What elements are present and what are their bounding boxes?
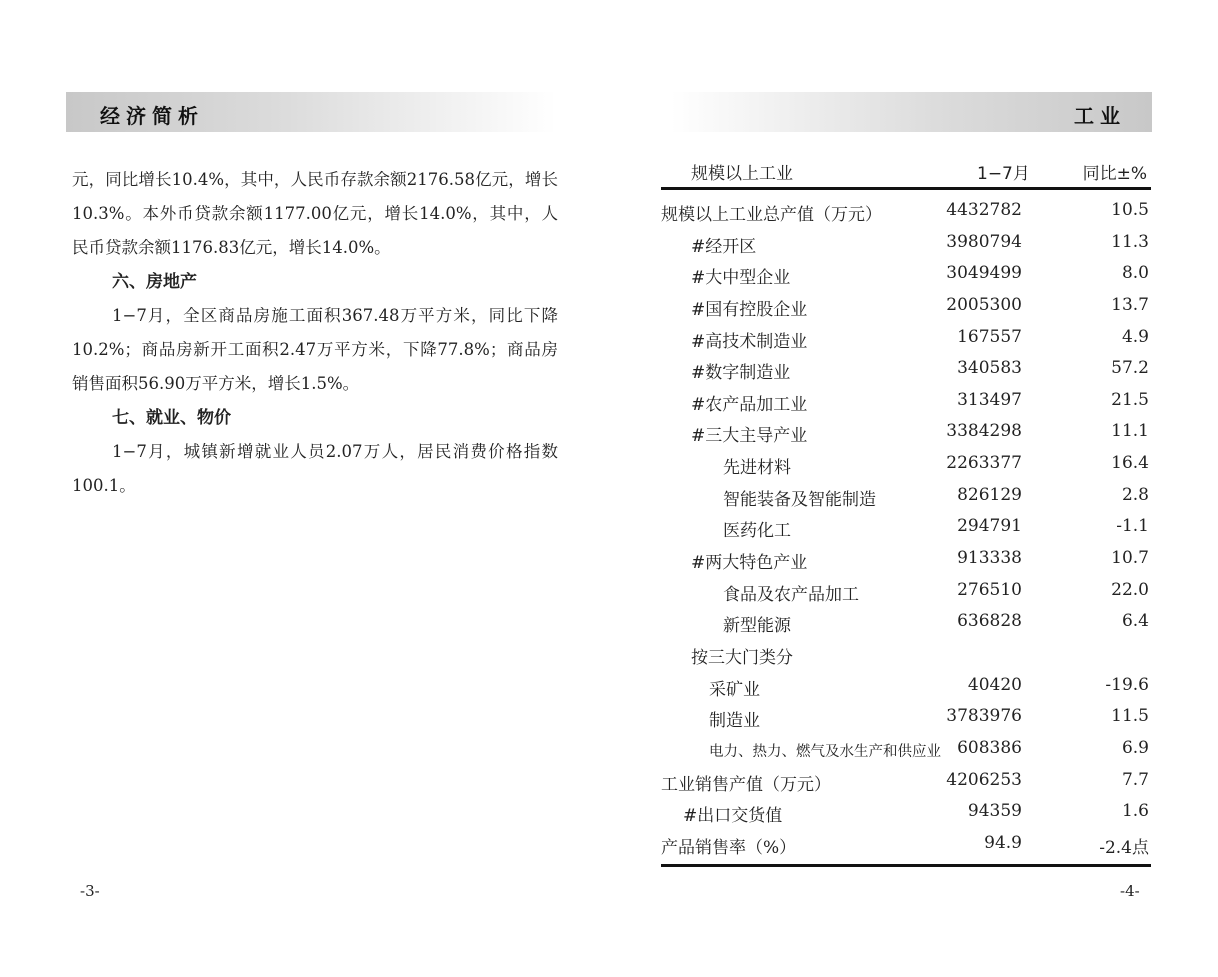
row-change: 2.8 (1121, 484, 1149, 505)
table-row (661, 829, 1151, 861)
row-name: #经开区 (691, 236, 757, 257)
row-value: 3980794 (946, 231, 1022, 252)
table-body (661, 196, 1151, 867)
row-change: 7.7 (1121, 769, 1149, 790)
table-row (661, 481, 1151, 513)
row-value: 636828 (957, 611, 1022, 632)
table-row (661, 291, 1151, 323)
row-change: 1.6 (1121, 801, 1149, 822)
row-name: #两大特色产业 (691, 553, 808, 574)
body-text (72, 163, 558, 503)
row-value: 40420 (967, 674, 1022, 695)
row-name: 规模以上工业总产值（万元） (661, 205, 882, 225)
table-row (661, 766, 1151, 798)
row-change: 11.1 (1111, 421, 1149, 442)
section-heading-real-estate: 六、房地产 (112, 272, 197, 292)
row-change: -2.4点 (1099, 837, 1149, 858)
row-change: 16.4 (1111, 453, 1149, 474)
column-header-change: 同比±% (1082, 164, 1147, 184)
row-value: 4432782 (946, 200, 1022, 220)
table-row (661, 196, 1151, 228)
section-header-banner (671, 92, 1152, 132)
row-name: 食品及农产品加工 (723, 584, 859, 605)
row-change: 11.3 (1111, 231, 1149, 252)
table-row (661, 544, 1151, 576)
page-number-left: -3- (80, 882, 100, 900)
row-name: 采矿业 (709, 679, 760, 700)
section-header-banner (66, 92, 556, 132)
section-header-title: 经济简析 (100, 104, 204, 128)
industry-table (661, 155, 1151, 867)
row-value: 294791 (957, 516, 1022, 537)
right-page (609, 0, 1218, 977)
row-value: 2263377 (946, 453, 1022, 474)
table-row (661, 386, 1151, 418)
row-value: 3384298 (946, 421, 1022, 442)
row-change: 57.2 (1111, 358, 1149, 379)
table-row (661, 639, 1151, 671)
row-value: 4206253 (946, 769, 1022, 790)
row-value: 608386 (957, 737, 1022, 758)
row-value: 913338 (957, 548, 1022, 569)
table-row (661, 671, 1151, 703)
row-change: 21.5 (1111, 389, 1149, 410)
row-name: 制造业 (709, 711, 760, 732)
table-row (661, 417, 1151, 449)
row-value: 276510 (957, 579, 1022, 600)
table-row (661, 512, 1151, 544)
table-header (661, 155, 1151, 190)
row-change: 10.5 (1111, 200, 1149, 220)
row-name: 先进材料 (723, 458, 791, 479)
row-name: 医药化工 (723, 521, 791, 542)
row-value: 94.9 (984, 832, 1022, 853)
table-row (661, 354, 1151, 386)
section-heading-employment-prices: 七、就业、物价 (112, 408, 231, 428)
row-name: 按三大门类分 (691, 647, 793, 668)
column-header-value: 1−7月 (977, 164, 1030, 184)
row-change: 11.5 (1111, 706, 1149, 727)
row-change: 6.9 (1121, 737, 1149, 758)
row-value: 340583 (957, 358, 1022, 379)
row-change: 22.0 (1111, 579, 1149, 600)
row-change: 10.7 (1111, 548, 1149, 569)
table-row (661, 607, 1151, 639)
row-value: 3049499 (946, 263, 1022, 284)
row-change: 13.7 (1111, 294, 1149, 315)
row-change: 8.0 (1121, 263, 1149, 284)
row-name: 产品销售率（%） (661, 837, 797, 858)
row-name: #农产品加工业 (691, 394, 808, 415)
row-name: 工业销售产值（万元） (661, 774, 831, 795)
row-value: 167557 (957, 326, 1022, 347)
column-header-name: 规模以上工业 (691, 164, 793, 184)
row-name: #高技术制造业 (691, 331, 808, 352)
row-change: 6.4 (1121, 611, 1149, 632)
row-name: #三大主导产业 (691, 426, 808, 447)
row-name: #出口交货值 (683, 806, 783, 827)
table-row (661, 734, 1151, 766)
page-number-right: -4- (1120, 882, 1140, 900)
table-row (661, 259, 1151, 291)
table-row (661, 228, 1151, 260)
row-value: 94359 (967, 801, 1022, 822)
row-value: 313497 (957, 389, 1022, 410)
row-change: -1.1 (1116, 516, 1149, 537)
table-row (661, 449, 1151, 481)
paragraph-employment-prices: 1−7月，城镇新增就业人员2.07万人，居民消费价格指数100.1。 (72, 442, 558, 495)
row-name: #大中型企业 (691, 268, 791, 289)
row-value: 3783976 (946, 706, 1022, 727)
table-row (661, 702, 1151, 734)
row-name: 新型能源 (723, 616, 791, 637)
table-row (661, 323, 1151, 355)
table-row (661, 576, 1151, 608)
row-name: 电力、热力、燃气及水生产和供应业 (709, 743, 941, 760)
row-change: -19.6 (1105, 674, 1149, 695)
section-header-title: 工业 (1074, 104, 1126, 128)
paragraph-real-estate: 1−7月，全区商品房施工面积367.48万平方米，同比下降10.2%；商品房新开工面积2.47万平方米，下降77.8%；商品房销售面积56.90万平方米，增长1.5%。 (72, 306, 558, 393)
paragraph-finance: 元，同比增长10.4%，其中，人民币存款余额2176.58亿元，增长10.3%。本外币贷款余额1177.00亿元，增长14.0%，其中，人民币贷款余额1176.83亿元，增长14.0%。 (72, 170, 558, 257)
row-name: #数字制造业 (691, 363, 791, 384)
row-value: 826129 (957, 484, 1022, 505)
row-change: 4.9 (1121, 326, 1149, 347)
row-name: 智能装备及智能制造 (723, 489, 876, 510)
row-name: #国有控股企业 (691, 299, 808, 320)
row-value: 2005300 (946, 294, 1022, 315)
table-row (661, 797, 1151, 829)
